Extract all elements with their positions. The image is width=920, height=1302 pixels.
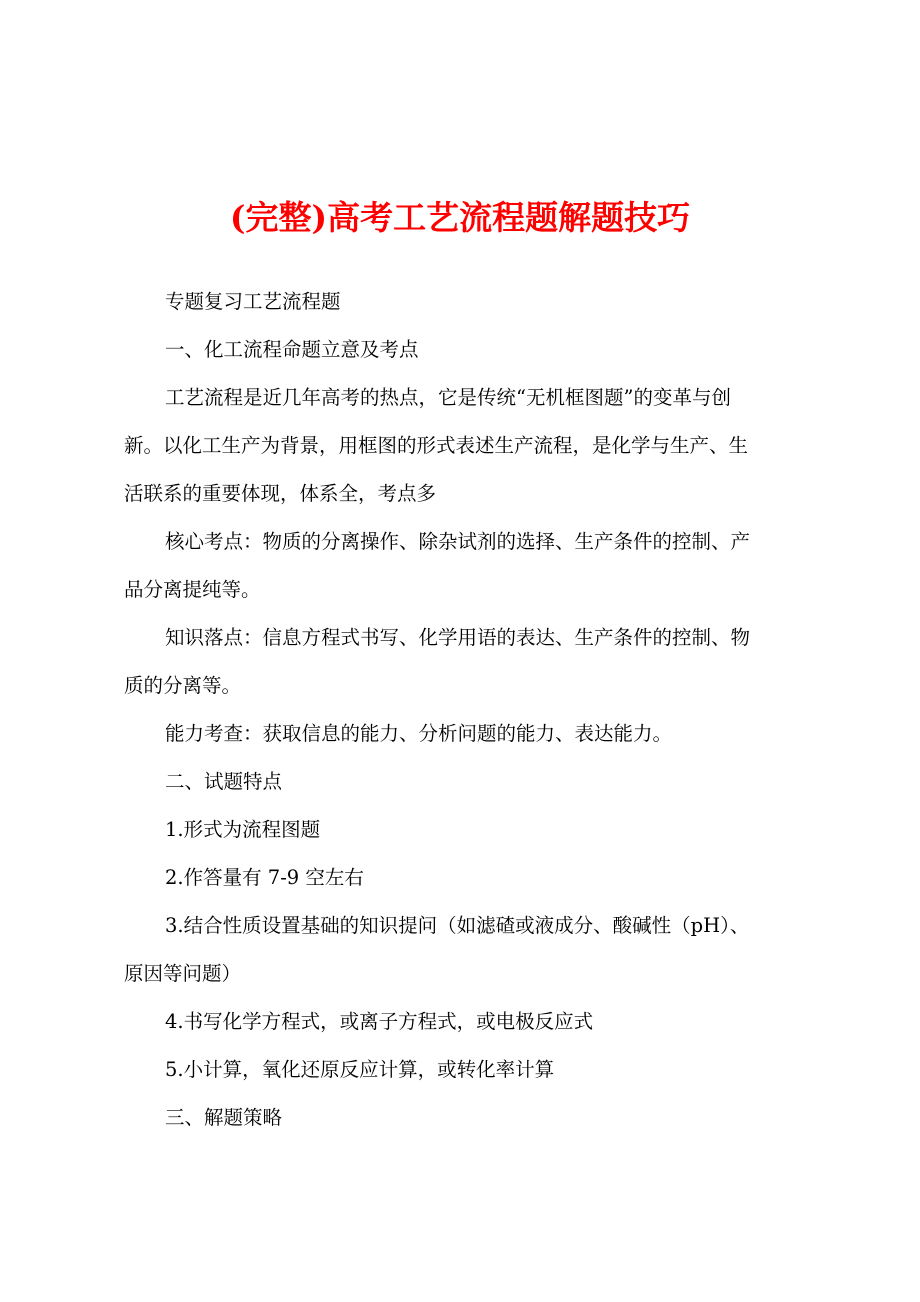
paragraph-line: 知识落点：信息方程式书写、化学用语的表达、生产条件的控制、物 bbox=[165, 626, 751, 649]
paragraph bbox=[124, 326, 808, 374]
paragraph bbox=[124, 710, 808, 758]
paragraph bbox=[124, 374, 808, 518]
paragraph-line: 4.书写化学方程式，或离子方程式，或电极反应式 bbox=[165, 1010, 594, 1033]
paragraph-line: 5.小计算，氧化还原反应计算，或转化率计算 bbox=[165, 1058, 555, 1081]
paragraph-line: 原因等问题） bbox=[124, 962, 242, 985]
paragraph bbox=[124, 518, 808, 614]
document-title: (完整)高考工艺流程题解题技巧 bbox=[229, 198, 691, 237]
paragraph-line: 活联系的重要体现，体系全，考点多 bbox=[124, 482, 437, 505]
paragraph bbox=[124, 902, 808, 998]
paragraph-line: 3.结合性质设置基础的知识提问（如滤碴或液成分、酸碱性（pH）、 bbox=[165, 914, 750, 937]
paragraph-line: 能力考查：获取信息的能力、分析问题的能力、表达能力。 bbox=[165, 722, 673, 745]
paragraph-line: 专题复习工艺流程题 bbox=[165, 290, 341, 313]
paragraph-line: 核心考点：物质的分离操作、除杂试剂的选择、生产条件的控制、产 bbox=[165, 530, 751, 553]
paragraph bbox=[124, 758, 808, 806]
paragraph bbox=[124, 1046, 808, 1094]
paragraph-line: 一、化工流程命题立意及考点 bbox=[165, 338, 419, 361]
paragraph-line: 二、试题特点 bbox=[165, 770, 283, 793]
document-body bbox=[124, 278, 808, 1142]
paragraph-line: 新。以化工生产为背景，用框图的形式表述生产流程，是化学与生产、生 bbox=[124, 434, 749, 457]
paragraph-line: 质的分离等。 bbox=[124, 674, 242, 697]
paragraph bbox=[124, 854, 808, 902]
paragraph bbox=[124, 614, 808, 710]
paragraph-line: 工艺流程是近几年高考的热点，它是传统“无机框图题”的变革与创 bbox=[165, 386, 731, 409]
paragraph bbox=[124, 278, 808, 326]
paragraph-line: 1.形式为流程图题 bbox=[165, 818, 321, 841]
paragraph bbox=[124, 1094, 808, 1142]
paragraph-line: 三、解题策略 bbox=[165, 1106, 283, 1129]
paragraph-line: 2.作答量有 7-9 空左右 bbox=[165, 866, 364, 889]
paragraph bbox=[124, 806, 808, 854]
paragraph bbox=[124, 998, 808, 1046]
paragraph-line: 品分离提纯等。 bbox=[124, 578, 261, 601]
